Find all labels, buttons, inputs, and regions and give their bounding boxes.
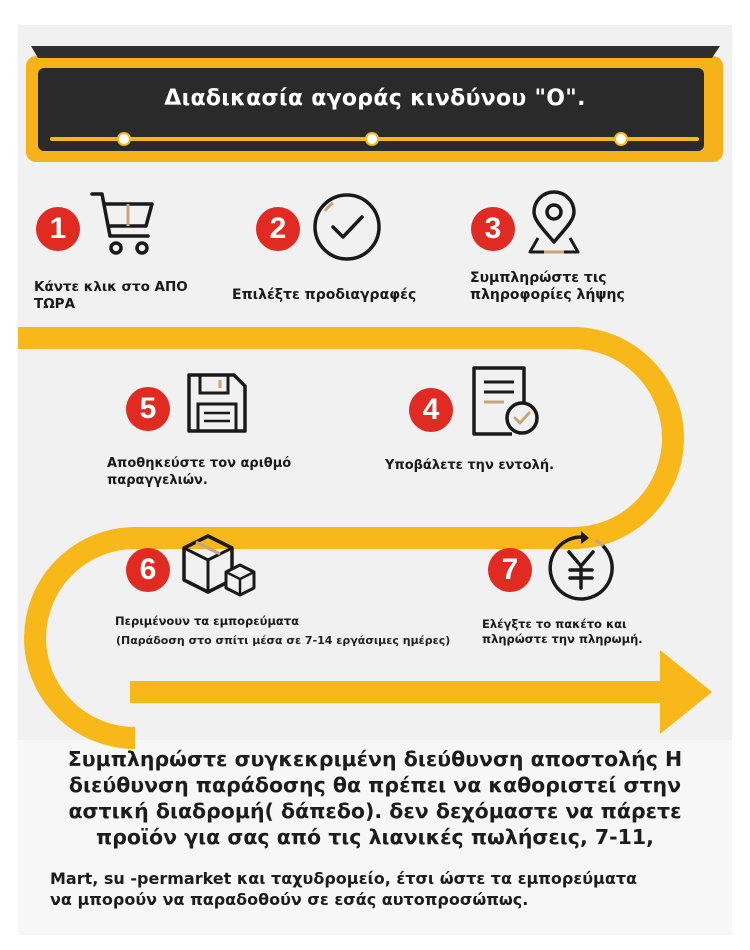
floppy-disk-icon xyxy=(184,370,250,436)
banner-top-edge xyxy=(31,46,720,58)
step-5-badge: 5 xyxy=(126,387,170,431)
banner-dot xyxy=(118,133,130,145)
location-pin-icon xyxy=(524,190,584,260)
checkmark-circle-icon xyxy=(311,191,383,263)
footer-notice: Συμπληρώστε συγκεκριμένη διεύθυνση αποστολής Η διεύθυνση παράδοσης θα πρέπει να καθοριστεί στην αστική διαδρομή( δάπεδο). δεν δεχόμαστε να πάρετε προϊόν για σας από τις λιανικές πωλήσεις, 7-11, xyxy=(67,747,683,849)
step-1-badge: 1 xyxy=(36,207,80,251)
step-4-label: Υποβάλετε την εντολή. xyxy=(385,458,555,473)
step-6-note: (Παράδοση στο σπίτι μέσα σε 7-14 εργάσιμες ημέρες) xyxy=(116,634,451,647)
package-boxes-icon xyxy=(178,530,260,602)
step-1-label: Κάντε κλικ στο ΑΠΟ ΤΩΡΑ xyxy=(34,279,188,312)
banner-dot xyxy=(366,133,378,145)
step-4-badge: 4 xyxy=(409,388,453,432)
cart-icon xyxy=(88,190,158,260)
step-7-label: Ελέγξτε το πακέτο και πληρώστε την πληρωμή. xyxy=(482,617,643,646)
step-7-badge: 7 xyxy=(488,548,532,592)
step-2-badge: 2 xyxy=(256,207,300,251)
step-6-label: Περιμένουν τα εμπορεύματα xyxy=(115,614,300,628)
step-5-label: Αποθηκεύστε τον αριθμό παραγγελιών. xyxy=(107,456,292,488)
step-3-badge: 3 xyxy=(471,207,515,251)
step-6-badge: 6 xyxy=(126,548,170,592)
step-2-label: Επιλέξτε προδιαγραφές xyxy=(232,287,417,303)
page-title: Διαδικασία αγοράς κινδύνου "Ο". xyxy=(164,86,586,111)
footer-notice-detail: Mart, su -permarket και ταχυδρομείο, έτσι ώστε τα εμπορεύματα να μπορούν να παραδοθούν σε εσάς αυτοπροσώπως. xyxy=(50,869,638,909)
road-final-segment xyxy=(130,681,670,703)
banner-dot xyxy=(615,133,627,145)
road-arrow-head xyxy=(660,650,712,734)
step-3-label: Συμπληρώστε τις πληροφορίες λήψης xyxy=(470,270,625,303)
yen-cycle-icon xyxy=(543,530,619,606)
document-check-icon xyxy=(468,364,542,438)
